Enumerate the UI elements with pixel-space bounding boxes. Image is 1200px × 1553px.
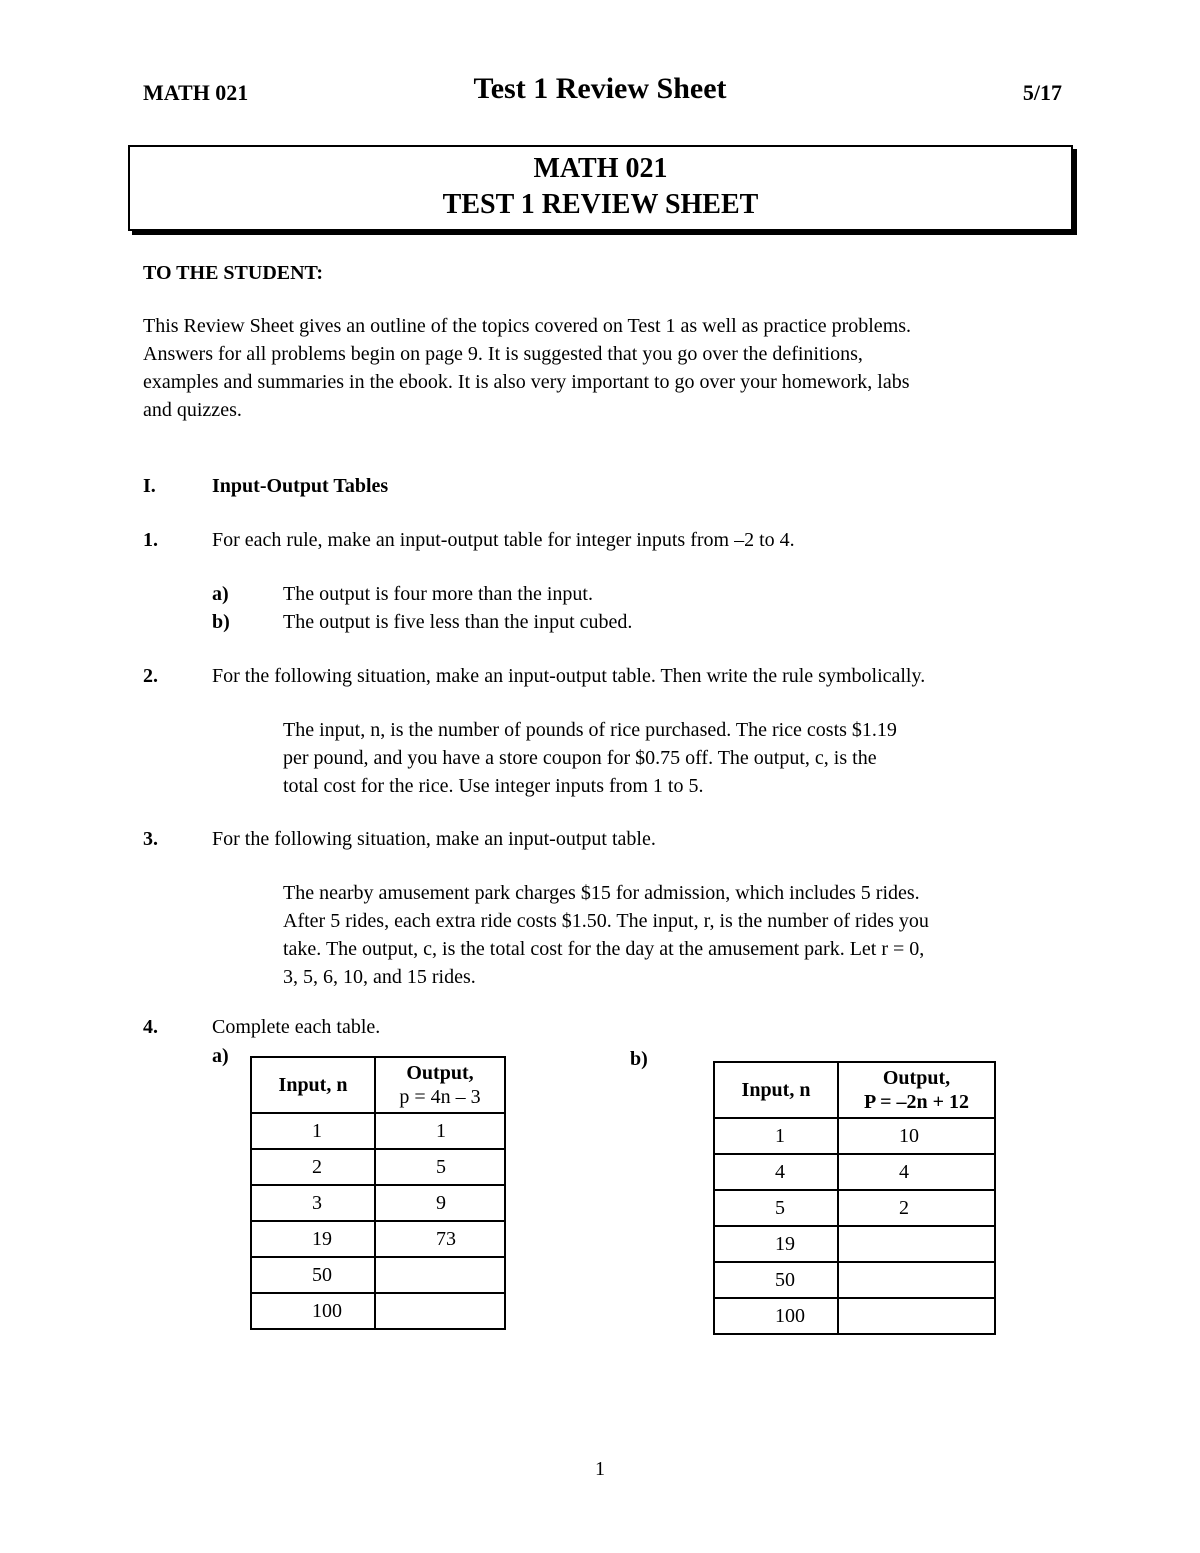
table-row	[714, 1298, 995, 1334]
problem-1a-text: The output is four more than the input.	[283, 583, 593, 605]
title-line-2: TEST 1 REVIEW SHEET	[442, 189, 759, 220]
header-date: 5/17	[1022, 80, 1062, 105]
section-title: Input-Output Tables	[212, 475, 389, 497]
output-cell: 5	[375, 1149, 505, 1185]
table-header-input: Input, n	[714, 1062, 838, 1118]
input-cell: 100	[251, 1293, 375, 1329]
situation-line: The input, n, is the number of pounds of rice purchased. The rice costs $1.19	[283, 719, 897, 741]
problem-1a-label: a)	[212, 583, 229, 605]
output-cell	[375, 1293, 505, 1329]
table-row	[714, 1262, 995, 1298]
output-cell	[838, 1298, 995, 1334]
output-header-line-2: P = –2n + 12	[863, 1091, 970, 1113]
title-line-1: MATH 021	[533, 153, 668, 184]
problem-1b-text: The output is five less than the input cubed.	[283, 611, 633, 633]
output-cell: 4	[838, 1154, 995, 1190]
title-box	[128, 145, 1073, 231]
situation-line: total cost for the rice. Use integer inputs from 1 to 5.	[283, 775, 704, 797]
output-header-line-1: Output,	[406, 1062, 474, 1084]
output-header-line-1: Output,	[882, 1067, 951, 1089]
table-header-row	[714, 1062, 995, 1118]
problem-1-text: For each rule, make an input-output table for integer inputs from –2 to 4.	[212, 529, 795, 551]
table-a	[250, 1056, 506, 1330]
output-header-line-2: p = 4n – 3	[399, 1086, 481, 1108]
problem-3-text: For the following situation, make an input-output table.	[212, 828, 656, 850]
output-cell: 2	[838, 1190, 995, 1226]
table-row	[251, 1113, 505, 1149]
input-cell: 1	[251, 1113, 375, 1149]
situation-line: After 5 rides, each extra ride costs $1.50. The input, r, is the number of rides you	[283, 910, 929, 932]
problem-3-number: 3.	[143, 828, 158, 850]
table-row	[251, 1293, 505, 1329]
table-header-output	[838, 1062, 995, 1118]
header-title: Test 1 Review Sheet	[473, 72, 727, 105]
intro-line: This Review Sheet gives an outline of the topics covered on Test 1 as well as practice problems.	[143, 315, 912, 337]
input-cell: 1	[714, 1118, 838, 1154]
output-cell: 73	[375, 1221, 505, 1257]
input-cell: 50	[714, 1262, 838, 1298]
input-cell: 3	[251, 1185, 375, 1221]
output-cell	[838, 1226, 995, 1262]
table-b	[713, 1061, 996, 1335]
intro-line: and quizzes.	[143, 399, 242, 421]
table-header-row	[251, 1057, 505, 1113]
table-row	[714, 1226, 995, 1262]
table-row	[714, 1190, 995, 1226]
input-cell: 50	[251, 1257, 375, 1293]
table-row	[714, 1118, 995, 1154]
situation-line: per pound, and you have a store coupon for $0.75 off. The output, c, is the	[283, 747, 877, 769]
table-row	[251, 1149, 505, 1185]
situation-line: The nearby amusement park charges $15 for admission, which includes 5 rides.	[283, 882, 920, 904]
table-b-label: b)	[630, 1048, 648, 1070]
problem-1b-label: b)	[212, 611, 230, 633]
section-number: I.	[143, 475, 156, 497]
output-cell	[838, 1262, 995, 1298]
situation-line: 3, 5, 6, 10, and 15 rides.	[283, 966, 476, 988]
input-cell: 100	[714, 1298, 838, 1334]
table-row	[251, 1185, 505, 1221]
problem-3-situation	[283, 879, 929, 991]
input-cell: 4	[714, 1154, 838, 1190]
table-a-label: a)	[212, 1045, 229, 1067]
problem-4-text: Complete each table.	[212, 1016, 381, 1038]
table-row	[251, 1257, 505, 1293]
output-cell: 1	[375, 1113, 505, 1149]
problem-4-number: 4.	[143, 1016, 158, 1038]
table-row	[251, 1221, 505, 1257]
intro-line: examples and summaries in the ebook. It is also very important to go over your homework, labs	[143, 371, 910, 393]
input-cell: 5	[714, 1190, 838, 1226]
problem-2-text: For the following situation, make an input-output table. Then write the rule symbolically.	[212, 665, 926, 687]
problem-1-number: 1.	[143, 529, 158, 551]
intro-paragraph	[143, 312, 1063, 424]
problem-2-situation	[283, 716, 897, 800]
intro-line: Answers for all problems begin on page 9. It is suggested that you go over the definitions,	[143, 343, 863, 365]
table-header-output	[375, 1057, 505, 1113]
output-cell: 10	[838, 1118, 995, 1154]
situation-line: take. The output, c, is the total cost for the day at the amusement park. Let r = 0,	[283, 938, 925, 960]
header-course: MATH 021	[143, 80, 249, 105]
input-cell: 19	[251, 1221, 375, 1257]
table-header-input: Input, n	[251, 1057, 375, 1113]
input-cell: 2	[251, 1149, 375, 1185]
table-row	[714, 1154, 995, 1190]
to-student-heading: TO THE STUDENT:	[143, 262, 324, 284]
input-cell: 19	[714, 1226, 838, 1262]
output-cell: 9	[375, 1185, 505, 1221]
page-number: 1	[595, 1458, 605, 1480]
output-cell	[375, 1257, 505, 1293]
problem-2-number: 2.	[143, 665, 158, 687]
